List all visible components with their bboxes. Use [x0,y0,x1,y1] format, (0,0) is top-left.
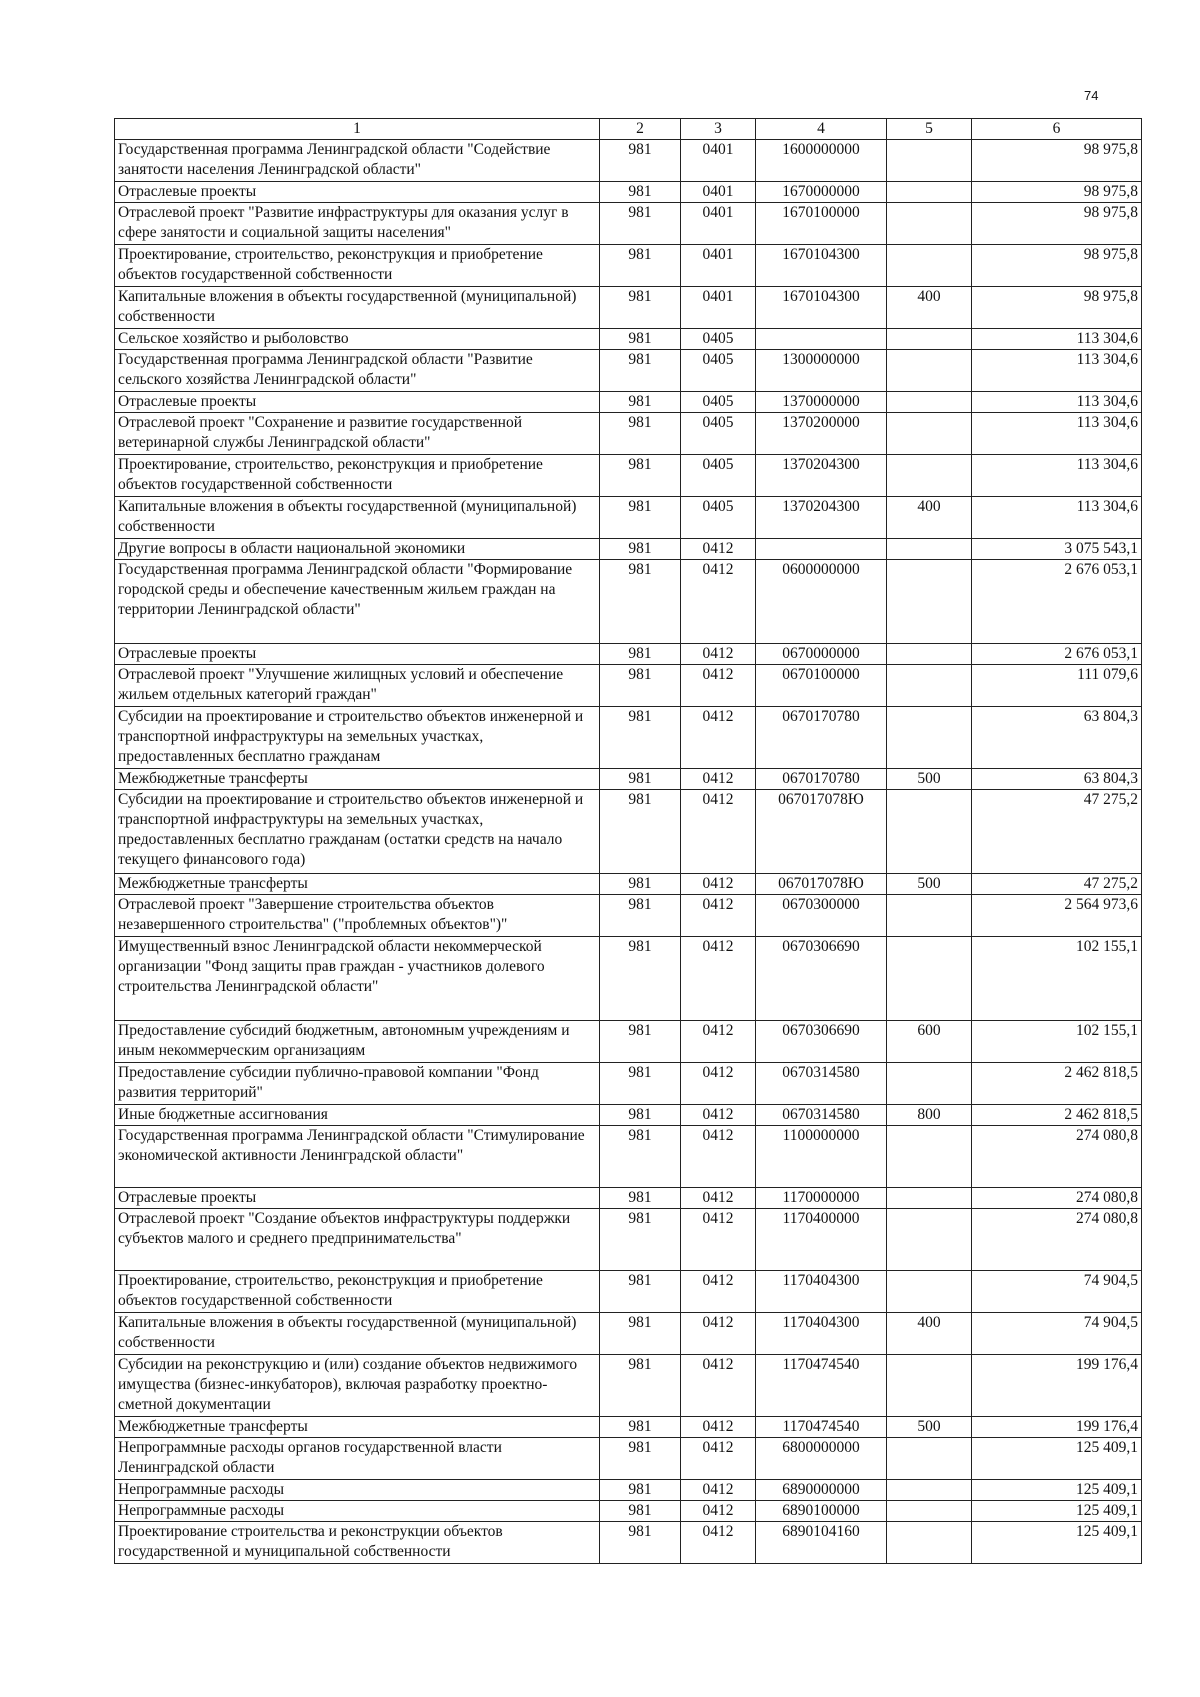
row-amount-cell: 113 304,6 [972,455,1142,497]
column-header-2: 2 [600,119,681,140]
row-section-cell: 0401 [681,245,756,287]
row-section-cell: 0412 [681,1188,756,1209]
row-target-cell: 1170000000 [756,1188,887,1209]
table-row [115,1209,1142,1271]
table-row [115,350,1142,392]
row-ved-cell: 981 [600,203,681,245]
row-amount-cell: 63 804,3 [972,769,1142,790]
row-target-cell: 0600000000 [756,560,887,644]
table-row [115,1063,1142,1105]
row-name-cell: Непрограммные расходы [115,1501,600,1522]
row-target-cell: 0670100000 [756,665,887,707]
row-section-cell: 0401 [681,140,756,182]
row-name-cell: Государственная программа Ленинградской области "Содействие занятости населения Ленинградской области" [115,140,600,182]
row-name-cell: Отраслевые проекты [115,392,600,413]
row-vr-cell [887,455,972,497]
row-ved-cell: 981 [600,413,681,455]
table-row [115,895,1142,937]
row-name-cell: Сельское хозяйство и рыболовство [115,329,600,350]
row-vr-cell: 500 [887,1417,972,1438]
row-name-cell: Межбюджетные трансферты [115,874,600,895]
row-name-cell: Отраслевой проект "Улучшение жилищных условий и обеспечение жильем отдельных категорий граждан" [115,665,600,707]
row-vr-cell [887,392,972,413]
row-section-cell: 0412 [681,1209,756,1271]
row-target-cell: 1600000000 [756,140,887,182]
row-target-cell: 6890104160 [756,1522,887,1564]
row-target-cell: 1170400000 [756,1209,887,1271]
row-target-cell: 0670300000 [756,895,887,937]
row-name-cell: Проектирование строительства и реконструкции объектов государственной и муниципальной собственности [115,1522,600,1564]
row-vr-cell [887,560,972,644]
row-name-cell: Государственная программа Ленинградской области "Развитие сельского хозяйства Ленинградской области" [115,350,600,392]
row-target-cell: 0670306690 [756,1021,887,1063]
row-ved-cell: 981 [600,539,681,560]
row-section-cell: 0412 [681,707,756,769]
row-name-cell: Субсидии на реконструкцию и (или) создание объектов недвижимого имущества (бизнес-инкубаторов), включая разработку проектно-сметной документации [115,1355,600,1417]
row-target-cell: 067017078Ю [756,790,887,874]
row-vr-cell: 400 [887,1313,972,1355]
row-amount-cell: 113 304,6 [972,392,1142,413]
row-target-cell: 1170474540 [756,1417,887,1438]
table-row [115,140,1142,182]
table-row [115,413,1142,455]
row-ved-cell: 981 [600,1209,681,1271]
row-amount-cell: 113 304,6 [972,329,1142,350]
row-amount-cell: 2 676 053,1 [972,644,1142,665]
row-amount-cell: 125 409,1 [972,1438,1142,1480]
table-row [115,937,1142,1021]
row-section-cell: 0412 [681,937,756,1021]
row-name-cell: Отраслевые проекты [115,644,600,665]
column-header-3: 3 [681,119,756,140]
row-name-cell: Субсидии на проектирование и строительство объектов инженерной и транспортной инфраструктуры на земельных участках, предоставленных бесплатно гражданам (остатки средств на начало текущего финансового года) [115,790,600,874]
row-section-cell: 0412 [681,1063,756,1105]
row-amount-cell: 113 304,6 [972,350,1142,392]
row-vr-cell [887,1209,972,1271]
row-vr-cell [887,1501,972,1522]
row-section-cell: 0412 [681,644,756,665]
table-row [115,392,1142,413]
table-row [115,497,1142,539]
row-vr-cell [887,245,972,287]
row-target-cell: 6800000000 [756,1438,887,1480]
row-amount-cell: 199 176,4 [972,1417,1142,1438]
table-row [115,1417,1142,1438]
row-section-cell: 0405 [681,413,756,455]
table-row [115,1313,1142,1355]
row-name-cell: Государственная программа Ленинградской области "Стимулирование экономической активности Ленинградской области" [115,1126,600,1188]
row-amount-cell: 98 975,8 [972,203,1142,245]
row-amount-cell: 113 304,6 [972,497,1142,539]
row-ved-cell: 981 [600,769,681,790]
row-section-cell: 0412 [681,1021,756,1063]
row-target-cell: 1170404300 [756,1313,887,1355]
row-target-cell: 1170474540 [756,1355,887,1417]
row-name-cell: Предоставление субсидий бюджетным, автономным учреждениям и иным некоммерческим организациям [115,1021,600,1063]
row-target-cell: 1670100000 [756,203,887,245]
row-section-cell: 0412 [681,560,756,644]
table-row [115,182,1142,203]
table-row [115,1021,1142,1063]
row-name-cell: Проектирование, строительство, реконструкция и приобретение объектов государственной собственности [115,245,600,287]
row-ved-cell: 981 [600,1271,681,1313]
row-amount-cell: 74 904,5 [972,1313,1142,1355]
row-vr-cell: 800 [887,1105,972,1126]
row-section-cell: 0405 [681,329,756,350]
row-vr-cell [887,1355,972,1417]
row-ved-cell: 981 [600,497,681,539]
row-amount-cell: 98 975,8 [972,245,1142,287]
table-row [115,1438,1142,1480]
row-name-cell: Отраслевые проекты [115,1188,600,1209]
row-vr-cell [887,1271,972,1313]
row-section-cell: 0401 [681,182,756,203]
row-vr-cell: 400 [887,497,972,539]
row-vr-cell [887,182,972,203]
row-vr-cell [887,1188,972,1209]
row-target-cell: 1170404300 [756,1271,887,1313]
table-row [115,1501,1142,1522]
row-target-cell: 6890000000 [756,1480,887,1501]
column-header-6: 6 [972,119,1142,140]
row-section-cell: 0412 [681,1271,756,1313]
row-vr-cell [887,644,972,665]
row-amount-cell: 274 080,8 [972,1126,1142,1188]
row-name-cell: Отраслевой проект "Завершение строительства объектов незавершенного строительства" ("проблемных объектов")" [115,895,600,937]
table-row [115,539,1142,560]
row-target-cell: 1670000000 [756,182,887,203]
row-target-cell: 1300000000 [756,350,887,392]
row-target-cell: 0670306690 [756,937,887,1021]
row-ved-cell: 981 [600,1126,681,1188]
row-section-cell: 0412 [681,1501,756,1522]
row-section-cell: 0412 [681,874,756,895]
row-ved-cell: 981 [600,350,681,392]
row-vr-cell [887,329,972,350]
row-vr-cell [887,1438,972,1480]
row-target-cell: 0670314580 [756,1063,887,1105]
row-ved-cell: 981 [600,1438,681,1480]
row-ved-cell: 981 [600,245,681,287]
row-ved-cell: 981 [600,1355,681,1417]
row-vr-cell [887,203,972,245]
table-row [115,1188,1142,1209]
row-section-cell: 0412 [681,1313,756,1355]
row-amount-cell: 74 904,5 [972,1271,1142,1313]
row-ved-cell: 981 [600,937,681,1021]
row-section-cell: 0412 [681,665,756,707]
row-amount-cell: 113 304,6 [972,413,1142,455]
column-header-5: 5 [887,119,972,140]
row-section-cell: 0412 [681,1438,756,1480]
row-target-cell: 1370204300 [756,497,887,539]
table-row [115,1105,1142,1126]
row-ved-cell: 981 [600,1313,681,1355]
row-ved-cell: 981 [600,1417,681,1438]
row-vr-cell [887,1063,972,1105]
table-row [115,455,1142,497]
row-name-cell: Отраслевые проекты [115,182,600,203]
row-name-cell: Другие вопросы в области национальной экономики [115,539,600,560]
row-amount-cell: 98 975,8 [972,182,1142,203]
row-ved-cell: 981 [600,1522,681,1564]
row-amount-cell: 125 409,1 [972,1501,1142,1522]
table-row [115,1355,1142,1417]
row-vr-cell: 400 [887,287,972,329]
row-amount-cell: 125 409,1 [972,1480,1142,1501]
row-amount-cell: 47 275,2 [972,790,1142,874]
row-ved-cell: 981 [600,874,681,895]
row-vr-cell: 600 [887,1021,972,1063]
table-row [115,1522,1142,1564]
row-amount-cell: 3 075 543,1 [972,539,1142,560]
row-section-cell: 0412 [681,895,756,937]
row-target-cell: 1100000000 [756,1126,887,1188]
header-row [115,119,1142,140]
row-target-cell: 1370204300 [756,455,887,497]
row-name-cell: Отраслевой проект "Создание объектов инфраструктуры поддержки субъектов малого и среднего предпринимательства" [115,1209,600,1271]
row-amount-cell: 125 409,1 [972,1522,1142,1564]
row-vr-cell [887,1126,972,1188]
column-header-4: 4 [756,119,887,140]
row-vr-cell [887,895,972,937]
table-body [115,140,1142,1564]
row-ved-cell: 981 [600,455,681,497]
row-ved-cell: 981 [600,1105,681,1126]
row-name-cell: Отраслевой проект "Развитие инфраструктуры для оказания услуг в сфере занятости и социальной защиты населения" [115,203,600,245]
row-target-cell: 0670170780 [756,707,887,769]
row-target-cell: 1370200000 [756,413,887,455]
row-target-cell: 067017078Ю [756,874,887,895]
row-ved-cell: 981 [600,707,681,769]
budget-table [114,118,1142,1564]
row-section-cell: 0405 [681,455,756,497]
row-vr-cell [887,937,972,1021]
row-target-cell: 0670170780 [756,769,887,790]
row-name-cell: Межбюджетные трансферты [115,1417,600,1438]
table-row [115,287,1142,329]
table-row [115,644,1142,665]
row-amount-cell: 111 079,6 [972,665,1142,707]
row-ved-cell: 981 [600,665,681,707]
row-vr-cell [887,140,972,182]
row-amount-cell: 2 462 818,5 [972,1105,1142,1126]
row-section-cell: 0405 [681,392,756,413]
table-row [115,1271,1142,1313]
row-name-cell: Предоставление субсидии публично-правовой компании "Фонд развития территорий" [115,1063,600,1105]
row-target-cell: 1370000000 [756,392,887,413]
table-row [115,245,1142,287]
row-ved-cell: 981 [600,329,681,350]
row-vr-cell [887,790,972,874]
row-vr-cell: 500 [887,874,972,895]
row-ved-cell: 981 [600,182,681,203]
row-name-cell: Отраслевой проект "Сохранение и развитие государственной ветеринарной службы Ленинградской области" [115,413,600,455]
row-ved-cell: 981 [600,1480,681,1501]
row-section-cell: 0412 [681,1126,756,1188]
row-target-cell [756,329,887,350]
row-target-cell: 0670314580 [756,1105,887,1126]
row-ved-cell: 981 [600,287,681,329]
row-amount-cell: 47 275,2 [972,874,1142,895]
row-amount-cell: 63 804,3 [972,707,1142,769]
row-amount-cell: 98 975,8 [972,287,1142,329]
row-amount-cell: 274 080,8 [972,1209,1142,1271]
row-vr-cell [887,350,972,392]
table-row [115,329,1142,350]
row-amount-cell: 2 676 053,1 [972,560,1142,644]
row-name-cell: Имущественный взнос Ленинградской области некоммерческой организации "Фонд защиты прав граждан - участников долевого строительства Ленинградской области" [115,937,600,1021]
row-ved-cell: 981 [600,392,681,413]
row-section-cell: 0412 [681,769,756,790]
table-row [115,560,1142,644]
row-section-cell: 0412 [681,790,756,874]
table-row [115,790,1142,874]
row-section-cell: 0412 [681,1105,756,1126]
row-amount-cell: 199 176,4 [972,1355,1142,1417]
row-ved-cell: 981 [600,644,681,665]
table-row [115,665,1142,707]
row-name-cell: Капитальные вложения в объекты государственной (муниципальной) собственности [115,287,600,329]
table-row [115,1480,1142,1501]
row-section-cell: 0412 [681,1480,756,1501]
row-name-cell: Субсидии на проектирование и строительство объектов инженерной и транспортной инфраструктуры на земельных участках, предоставленных бесплатно гражданам [115,707,600,769]
row-name-cell: Государственная программа Ленинградской области "Формирование городской среды и обеспечение качественным жильем граждан на территории Ленинградской области" [115,560,600,644]
row-vr-cell [887,1480,972,1501]
row-target-cell: 6890100000 [756,1501,887,1522]
row-target-cell: 0670000000 [756,644,887,665]
row-ved-cell: 981 [600,1021,681,1063]
row-name-cell: Капитальные вложения в объекты государственной (муниципальной) собственности [115,497,600,539]
row-target-cell [756,539,887,560]
row-name-cell: Проектирование, строительство, реконструкция и приобретение объектов государственной собственности [115,1271,600,1313]
row-section-cell: 0412 [681,1522,756,1564]
row-amount-cell: 98 975,8 [972,140,1142,182]
row-amount-cell: 102 155,1 [972,1021,1142,1063]
table-row [115,1126,1142,1188]
row-ved-cell: 981 [600,790,681,874]
row-ved-cell: 981 [600,1501,681,1522]
page-number: 74 [1084,88,1099,103]
row-target-cell: 1670104300 [756,245,887,287]
row-ved-cell: 981 [600,1063,681,1105]
table-row [115,707,1142,769]
table-row [115,203,1142,245]
row-ved-cell: 981 [600,140,681,182]
row-ved-cell: 981 [600,1188,681,1209]
row-section-cell: 0401 [681,203,756,245]
row-section-cell: 0401 [681,287,756,329]
row-section-cell: 0412 [681,1355,756,1417]
row-section-cell: 0405 [681,350,756,392]
row-vr-cell [887,413,972,455]
row-vr-cell [887,665,972,707]
row-vr-cell [887,707,972,769]
row-amount-cell: 2 462 818,5 [972,1063,1142,1105]
row-name-cell: Межбюджетные трансферты [115,769,600,790]
table-row [115,874,1142,895]
row-vr-cell [887,539,972,560]
row-name-cell: Капитальные вложения в объекты государственной (муниципальной) собственности [115,1313,600,1355]
row-ved-cell: 981 [600,560,681,644]
row-section-cell: 0412 [681,539,756,560]
row-name-cell: Непрограммные расходы органов государственной власти Ленинградской области [115,1438,600,1480]
row-section-cell: 0405 [681,497,756,539]
row-target-cell: 1670104300 [756,287,887,329]
row-vr-cell [887,1522,972,1564]
row-amount-cell: 274 080,8 [972,1188,1142,1209]
column-header-1: 1 [115,119,600,140]
row-amount-cell: 102 155,1 [972,937,1142,1021]
row-name-cell: Непрограммные расходы [115,1480,600,1501]
row-name-cell: Иные бюджетные ассигнования [115,1105,600,1126]
row-name-cell: Проектирование, строительство, реконструкция и приобретение объектов государственной собственности [115,455,600,497]
row-section-cell: 0412 [681,1417,756,1438]
row-amount-cell: 2 564 973,6 [972,895,1142,937]
table-row [115,769,1142,790]
row-ved-cell: 981 [600,895,681,937]
row-vr-cell: 500 [887,769,972,790]
